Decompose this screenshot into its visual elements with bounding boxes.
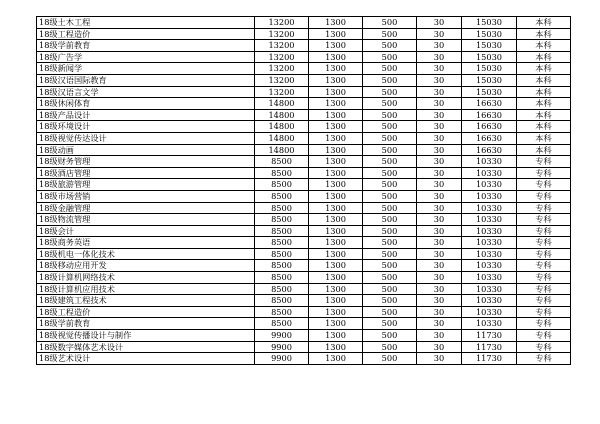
tuition-cell: 8500: [255, 167, 309, 179]
level-cell: 本科: [517, 28, 571, 40]
fee-b-cell: 500: [363, 98, 417, 110]
fee-b-cell: 500: [363, 132, 417, 144]
major-cell: 18级工程造价: [37, 28, 255, 40]
fee-c-cell: 30: [417, 306, 462, 318]
fee-b-cell: 500: [363, 330, 417, 342]
table-row: [37, 121, 571, 133]
tuition-cell: 8500: [255, 248, 309, 260]
table-row: [37, 260, 571, 272]
level-cell: 专科: [517, 179, 571, 191]
table-row: [37, 214, 571, 226]
total-cell: 10330: [462, 295, 517, 307]
fee-c-cell: 30: [417, 132, 462, 144]
tuition-cell: 8500: [255, 179, 309, 191]
major-cell: 18级休闲体育: [37, 98, 255, 110]
tuition-cell: 8500: [255, 318, 309, 330]
table-row: [37, 40, 571, 52]
fee-b-cell: 500: [363, 225, 417, 237]
total-cell: 10330: [462, 237, 517, 249]
tuition-cell: 13200: [255, 51, 309, 63]
fee-c-cell: 30: [417, 318, 462, 330]
fee-b-cell: 500: [363, 156, 417, 168]
fee-c-cell: 30: [417, 330, 462, 342]
total-cell: 16630: [462, 132, 517, 144]
level-cell: 专科: [517, 318, 571, 330]
level-cell: 本科: [517, 109, 571, 121]
major-cell: 18级学前教育: [37, 40, 255, 52]
level-cell: 专科: [517, 214, 571, 226]
table-row: [37, 225, 571, 237]
tuition-cell: 8500: [255, 283, 309, 295]
total-cell: 11730: [462, 353, 517, 365]
major-cell: 18级艺术设计: [37, 353, 255, 365]
total-cell: 10330: [462, 214, 517, 226]
fee-a-cell: 1300: [309, 353, 363, 365]
total-cell: 10330: [462, 260, 517, 272]
level-cell: 专科: [517, 237, 571, 249]
total-cell: 10330: [462, 225, 517, 237]
fee-c-cell: 30: [417, 295, 462, 307]
fee-a-cell: 1300: [309, 179, 363, 191]
table-row: [37, 330, 571, 342]
table-row: [37, 144, 571, 156]
tuition-cell: 14800: [255, 144, 309, 156]
fee-c-cell: 30: [417, 51, 462, 63]
fee-b-cell: 500: [363, 341, 417, 353]
fee-b-cell: 500: [363, 144, 417, 156]
tuition-cell: 13200: [255, 40, 309, 52]
table-row: [37, 283, 571, 295]
table-row: [37, 248, 571, 260]
major-cell: 18级土木工程: [37, 17, 255, 29]
total-cell: 16630: [462, 109, 517, 121]
major-cell: 18级产品设计: [37, 109, 255, 121]
major-cell: 18级学前教育: [37, 318, 255, 330]
tuition-cell: 13200: [255, 74, 309, 86]
fee-a-cell: 1300: [309, 295, 363, 307]
total-cell: 15030: [462, 28, 517, 40]
fee-c-cell: 30: [417, 40, 462, 52]
tuition-cell: 13200: [255, 63, 309, 75]
table-row: [37, 109, 571, 121]
fee-c-cell: 30: [417, 156, 462, 168]
tuition-cell: 8500: [255, 190, 309, 202]
table-row: [37, 306, 571, 318]
total-cell: 15030: [462, 74, 517, 86]
fee-a-cell: 1300: [309, 260, 363, 272]
total-cell: 10330: [462, 190, 517, 202]
fee-a-cell: 1300: [309, 190, 363, 202]
tuition-cell: 8500: [255, 272, 309, 284]
fee-c-cell: 30: [417, 17, 462, 29]
fee-c-cell: 30: [417, 86, 462, 98]
fee-b-cell: 500: [363, 167, 417, 179]
table-row: [37, 167, 571, 179]
tuition-cell: 8500: [255, 306, 309, 318]
major-cell: 18级旅游管理: [37, 179, 255, 191]
level-cell: 专科: [517, 306, 571, 318]
level-cell: 本科: [517, 132, 571, 144]
fee-a-cell: 1300: [309, 121, 363, 133]
tuition-cell: 8500: [255, 225, 309, 237]
fee-a-cell: 1300: [309, 74, 363, 86]
level-cell: 专科: [517, 225, 571, 237]
fee-a-cell: 1300: [309, 167, 363, 179]
tuition-cell: 14800: [255, 121, 309, 133]
table-row: [37, 98, 571, 110]
fee-b-cell: 500: [363, 306, 417, 318]
level-cell: 本科: [517, 17, 571, 29]
table-row: [37, 272, 571, 284]
level-cell: 专科: [517, 330, 571, 342]
table-body: [37, 17, 571, 365]
tuition-cell: 14800: [255, 132, 309, 144]
major-cell: 18级酒店管理: [37, 167, 255, 179]
major-cell: 18级物流管理: [37, 214, 255, 226]
total-cell: 11730: [462, 341, 517, 353]
total-cell: 15030: [462, 63, 517, 75]
tuition-cell: 8500: [255, 295, 309, 307]
major-cell: 18级计算机应用技术: [37, 283, 255, 295]
level-cell: 专科: [517, 167, 571, 179]
fee-c-cell: 30: [417, 272, 462, 284]
fee-b-cell: 500: [363, 74, 417, 86]
table-row: [37, 17, 571, 29]
fee-a-cell: 1300: [309, 86, 363, 98]
tuition-cell: 9900: [255, 353, 309, 365]
total-cell: 10330: [462, 179, 517, 191]
level-cell: 专科: [517, 248, 571, 260]
fee-a-cell: 1300: [309, 225, 363, 237]
tuition-cell: 14800: [255, 98, 309, 110]
spreadsheet-page: [36, 16, 571, 365]
fee-a-cell: 1300: [309, 98, 363, 110]
total-cell: 10330: [462, 283, 517, 295]
total-cell: 10330: [462, 167, 517, 179]
fee-b-cell: 500: [363, 202, 417, 214]
total-cell: 16630: [462, 144, 517, 156]
fee-c-cell: 30: [417, 144, 462, 156]
level-cell: 本科: [517, 74, 571, 86]
total-cell: 10330: [462, 248, 517, 260]
table-row: [37, 190, 571, 202]
table-row: [37, 86, 571, 98]
level-cell: 专科: [517, 341, 571, 353]
total-cell: 15030: [462, 86, 517, 98]
level-cell: 本科: [517, 63, 571, 75]
fee-c-cell: 30: [417, 353, 462, 365]
table-row: [37, 318, 571, 330]
level-cell: 专科: [517, 260, 571, 272]
table-row: [37, 156, 571, 168]
tuition-cell: 8500: [255, 237, 309, 249]
fee-a-cell: 1300: [309, 272, 363, 284]
total-cell: 10330: [462, 202, 517, 214]
fee-b-cell: 500: [363, 109, 417, 121]
fee-c-cell: 30: [417, 167, 462, 179]
total-cell: 16630: [462, 98, 517, 110]
major-cell: 18级移动应用开发: [37, 260, 255, 272]
level-cell: 专科: [517, 156, 571, 168]
tuition-cell: 13200: [255, 17, 309, 29]
level-cell: 专科: [517, 272, 571, 284]
major-cell: 18级金融管理: [37, 202, 255, 214]
fee-a-cell: 1300: [309, 63, 363, 75]
fee-c-cell: 30: [417, 260, 462, 272]
fee-b-cell: 500: [363, 51, 417, 63]
fee-b-cell: 500: [363, 40, 417, 52]
fee-a-cell: 1300: [309, 51, 363, 63]
fee-c-cell: 30: [417, 98, 462, 110]
table-row: [37, 353, 571, 365]
major-cell: 18级汉语言文学: [37, 86, 255, 98]
major-cell: 18级机电一体化技术: [37, 248, 255, 260]
tuition-cell: 13200: [255, 86, 309, 98]
fee-c-cell: 30: [417, 74, 462, 86]
fee-a-cell: 1300: [309, 202, 363, 214]
tuition-cell: 8500: [255, 260, 309, 272]
level-cell: 专科: [517, 295, 571, 307]
fee-c-cell: 30: [417, 28, 462, 40]
fee-a-cell: 1300: [309, 40, 363, 52]
table-row: [37, 28, 571, 40]
fee-b-cell: 500: [363, 179, 417, 191]
total-cell: 16630: [462, 121, 517, 133]
fee-a-cell: 1300: [309, 144, 363, 156]
total-cell: 15030: [462, 51, 517, 63]
fee-a-cell: 1300: [309, 237, 363, 249]
level-cell: 本科: [517, 121, 571, 133]
table-row: [37, 179, 571, 191]
total-cell: 10330: [462, 272, 517, 284]
major-cell: 18级广告学: [37, 51, 255, 63]
major-cell: 18级新闻学: [37, 63, 255, 75]
fee-c-cell: 30: [417, 225, 462, 237]
table-row: [37, 51, 571, 63]
fee-a-cell: 1300: [309, 341, 363, 353]
level-cell: 专科: [517, 190, 571, 202]
fee-c-cell: 30: [417, 190, 462, 202]
fee-b-cell: 500: [363, 63, 417, 75]
fee-b-cell: 500: [363, 28, 417, 40]
fee-b-cell: 500: [363, 283, 417, 295]
tuition-cell: 14800: [255, 109, 309, 121]
total-cell: 10330: [462, 306, 517, 318]
total-cell: 10330: [462, 318, 517, 330]
fee-c-cell: 30: [417, 248, 462, 260]
level-cell: 本科: [517, 40, 571, 52]
fee-c-cell: 30: [417, 63, 462, 75]
fee-b-cell: 500: [363, 272, 417, 284]
fee-a-cell: 1300: [309, 330, 363, 342]
fee-a-cell: 1300: [309, 17, 363, 29]
fee-a-cell: 1300: [309, 132, 363, 144]
fee-a-cell: 1300: [309, 306, 363, 318]
level-cell: 本科: [517, 86, 571, 98]
fee-b-cell: 500: [363, 214, 417, 226]
fee-b-cell: 500: [363, 17, 417, 29]
fee-b-cell: 500: [363, 121, 417, 133]
table-row: [37, 74, 571, 86]
fee-b-cell: 500: [363, 86, 417, 98]
tuition-cell: 9900: [255, 330, 309, 342]
total-cell: 11730: [462, 330, 517, 342]
tuition-fee-table: [36, 16, 571, 365]
major-cell: 18级会计: [37, 225, 255, 237]
level-cell: 专科: [517, 202, 571, 214]
table-row: [37, 63, 571, 75]
tuition-cell: 8500: [255, 156, 309, 168]
major-cell: 18级商务英语: [37, 237, 255, 249]
fee-c-cell: 30: [417, 237, 462, 249]
major-cell: 18级计算机网络技术: [37, 272, 255, 284]
fee-a-cell: 1300: [309, 318, 363, 330]
major-cell: 18级市场营销: [37, 190, 255, 202]
fee-b-cell: 500: [363, 260, 417, 272]
table-row: [37, 237, 571, 249]
fee-b-cell: 500: [363, 353, 417, 365]
level-cell: 本科: [517, 51, 571, 63]
major-cell: 18级视觉传播设计与制作: [37, 330, 255, 342]
fee-b-cell: 500: [363, 295, 417, 307]
tuition-cell: 9900: [255, 341, 309, 353]
major-cell: 18级数字媒体艺术设计: [37, 341, 255, 353]
major-cell: 18级环境设计: [37, 121, 255, 133]
level-cell: 专科: [517, 283, 571, 295]
fee-a-cell: 1300: [309, 283, 363, 295]
fee-b-cell: 500: [363, 318, 417, 330]
fee-a-cell: 1300: [309, 109, 363, 121]
fee-a-cell: 1300: [309, 214, 363, 226]
tuition-cell: 13200: [255, 28, 309, 40]
fee-b-cell: 500: [363, 237, 417, 249]
fee-c-cell: 30: [417, 121, 462, 133]
fee-a-cell: 1300: [309, 248, 363, 260]
level-cell: 专科: [517, 353, 571, 365]
table-row: [37, 202, 571, 214]
tuition-cell: 8500: [255, 202, 309, 214]
fee-c-cell: 30: [417, 214, 462, 226]
fee-c-cell: 30: [417, 109, 462, 121]
major-cell: 18级视觉传达设计: [37, 132, 255, 144]
fee-c-cell: 30: [417, 179, 462, 191]
fee-b-cell: 500: [363, 248, 417, 260]
major-cell: 18级财务管理: [37, 156, 255, 168]
total-cell: 15030: [462, 17, 517, 29]
tuition-cell: 8500: [255, 214, 309, 226]
fee-b-cell: 500: [363, 190, 417, 202]
table-row: [37, 295, 571, 307]
table-row: [37, 132, 571, 144]
fee-c-cell: 30: [417, 202, 462, 214]
fee-a-cell: 1300: [309, 156, 363, 168]
major-cell: 18级工程造价: [37, 306, 255, 318]
fee-c-cell: 30: [417, 341, 462, 353]
table-row: [37, 341, 571, 353]
major-cell: 18级汉语国际教育: [37, 74, 255, 86]
level-cell: 本科: [517, 98, 571, 110]
major-cell: 18级建筑工程技术: [37, 295, 255, 307]
fee-a-cell: 1300: [309, 28, 363, 40]
level-cell: 本科: [517, 144, 571, 156]
fee-c-cell: 30: [417, 283, 462, 295]
total-cell: 10330: [462, 156, 517, 168]
total-cell: 15030: [462, 40, 517, 52]
major-cell: 18级动画: [37, 144, 255, 156]
